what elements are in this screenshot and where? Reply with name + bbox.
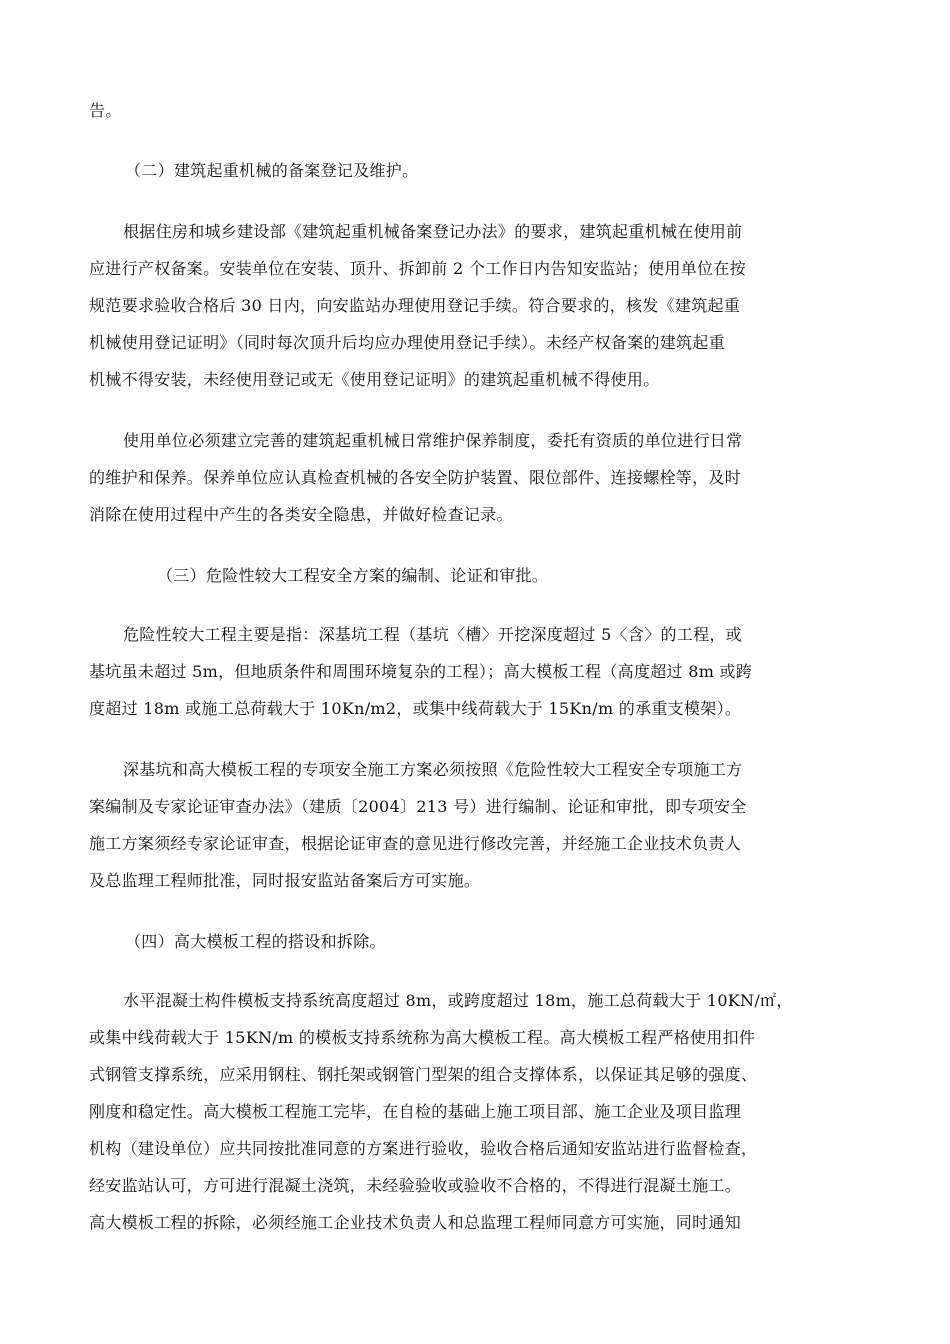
paragraph-continuation: 告。 [89,101,122,120]
paragraph-line: 的维护和保养。保养单位应认真检查机械的各安全防护装置、限位部件、连接螺栓等，及时 [89,468,742,487]
paragraph-line: 水平混凝土构件模板支持系统高度超过 8m，或跨度超过 18m，施工总荷载大于 10KN/㎡， [123,991,793,1010]
paragraph-line: 及总监理工程师批准，同时报安监站备案后方可实施。 [89,871,481,890]
paragraph-line: 机构（建设单位）应共同按批准同意的方案进行验收，验收合格后通知安监站进行监督检查， [89,1139,758,1158]
paragraph-line: 危险性较大工程主要是指：深基坑工程（基坑〈槽〉开挖深度超过 5〈含〉的工程，或 [123,625,742,644]
paragraph-line: 消除在使用过程中产生的各类安全隐患，并做好检查记录。 [89,505,513,524]
section-heading-3: （三）危险性较大工程安全方案的编制、论证和审批。 [157,566,549,585]
paragraph-line: 深基坑和高大模板工程的专项安全施工方案必须按照《危险性较大工程安全专项施工方 [123,760,743,779]
paragraph-line: 施工方案须经专家论证审查，根据论证审查的意见进行修改完善，并经施工企业技术负责人 [89,834,742,853]
paragraph-line: 基坑虽未超过 5m，但地质条件和周围环境复杂的工程）；高大模板工程（高度超过 8m 或跨 [89,662,753,681]
paragraph-line: 或集中线荷载大于 15KN/m 的模板支持系统称为高大模板工程。高大模板工程严格使用扣件 [89,1028,756,1047]
paragraph-line: 根据住房和城乡建设部《建筑起重机械备案登记办法》的要求，建筑起重机械在使用前 [123,222,743,241]
paragraph-line: 经安监站认可，方可进行混凝土浇筑，未经验验收或验收不合格的，不得进行混凝土施工。 [89,1176,742,1195]
section-heading-4: （四）高大模板工程的搭设和拆除。 [125,932,386,951]
paragraph-line: 使用单位必须建立完善的建筑起重机械日常维护保养制度，委托有资质的单位进行日常 [123,431,743,450]
paragraph-line: 应进行产权备案。安装单位在安装、顶升、拆卸前 2 个工作日内告知安监站；使用单位在按 [89,259,746,278]
paragraph-line: 机械使用登记证明》（同时每次顶升后均应办理使用登记手续）。未经产权备案的建筑起重 [89,333,726,352]
paragraph-line: 机械不得安装，未经使用登记或无《使用登记证明》的建筑起重机械不得使用。 [89,370,660,389]
paragraph-line: 案编制及专家论证审查办法》（建质〔2004〕213 号）进行编制、论证和审批，即专项安全 [89,797,747,816]
section-heading-2: （二）建筑起重机械的备案登记及维护。 [125,161,419,180]
paragraph-line: 高大模板工程的拆除，必须经施工企业技术负责人和总监理工程师同意方可实施，同时通知 [89,1213,742,1232]
paragraph-line: 刚度和稳定性。高大模板工程施工完毕，在自检的基础上施工项目部、施工企业及项目监理 [89,1102,742,1121]
paragraph-line: 式钢管支撑系统，应采用钢柱、钢托架或钢管门型架的组合支撑体系，以保证其足够的强度、 [89,1065,758,1084]
paragraph-line: 规范要求验收合格后 30 日内，向安监站办理使用登记手续。符合要求的，核发《建筑起重 [89,296,741,315]
paragraph-line: 度超过 18m 或施工总荷载大于 10Kn/m2，或集中线荷载大于 15Kn/m 的承重支模架）。 [89,699,742,718]
